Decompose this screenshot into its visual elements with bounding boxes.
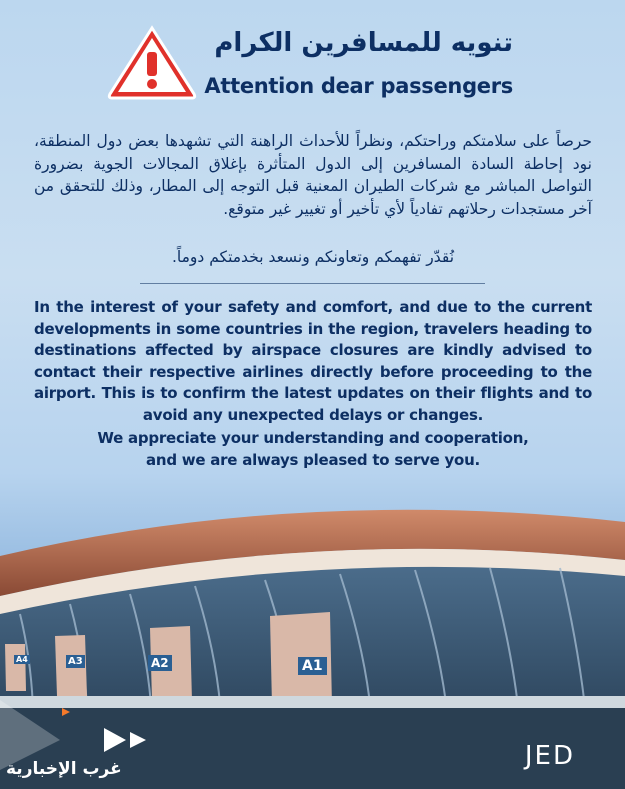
notice-body-english: In the interest of your safety and comfort, and due to the current developments in some countries in the region, travelers heading to destinations affected by airspace closures are kindly advised to contact their respective airlines directly before proceeding to the airport. This is to confirm the latest updates on their flights and to avoid any unexpected delays or changes.: [34, 298, 592, 424]
gate-label-a1: A1: [298, 657, 327, 675]
jed-airport-logo: JED: [524, 741, 575, 771]
gate-label-a4: A4: [16, 655, 28, 664]
notice-closing-english: [34, 428, 592, 471]
page-title-arabic: تنويه للمسافرين الكرام: [214, 28, 513, 58]
page-title-english: Attention dear passengers: [204, 74, 513, 98]
section-divider: [140, 283, 485, 284]
news-source-logo: غرب الإخبارية: [6, 759, 122, 779]
warning-triangle-icon: [106, 24, 198, 100]
notice-closing-arabic: نُقدّر تفهمكم وتعاونكم ونسعد بخدمتكم دوماً.: [171, 248, 455, 266]
notice-body-arabic: حرصاً على سلامتكم وراحتكم، ونظراً للأحداث الراهنة التي تشهدها بعض دول المنطقة، نود إحاطة السادة المسافرين إلى الدول المتأثرة بإغلاق المجالات الجوية بضرورة التواصل المباشر مع شركات الطيران المعنية قبل التوجه إلى المطار، وذلك للتحقق من آخر مستجدات رحلاتهم تفادياً لأي تأخير أو تغيير غير متوقع.: [34, 132, 592, 218]
closing-line-1: We appreciate your understanding and cooperation,: [97, 429, 529, 447]
notice-header: [0, 22, 625, 112]
closing-line-2: and we are always pleased to serve you.: [146, 450, 480, 469]
gate-label-a3: A3: [68, 656, 83, 667]
gate-label-a2: A2: [148, 655, 172, 671]
